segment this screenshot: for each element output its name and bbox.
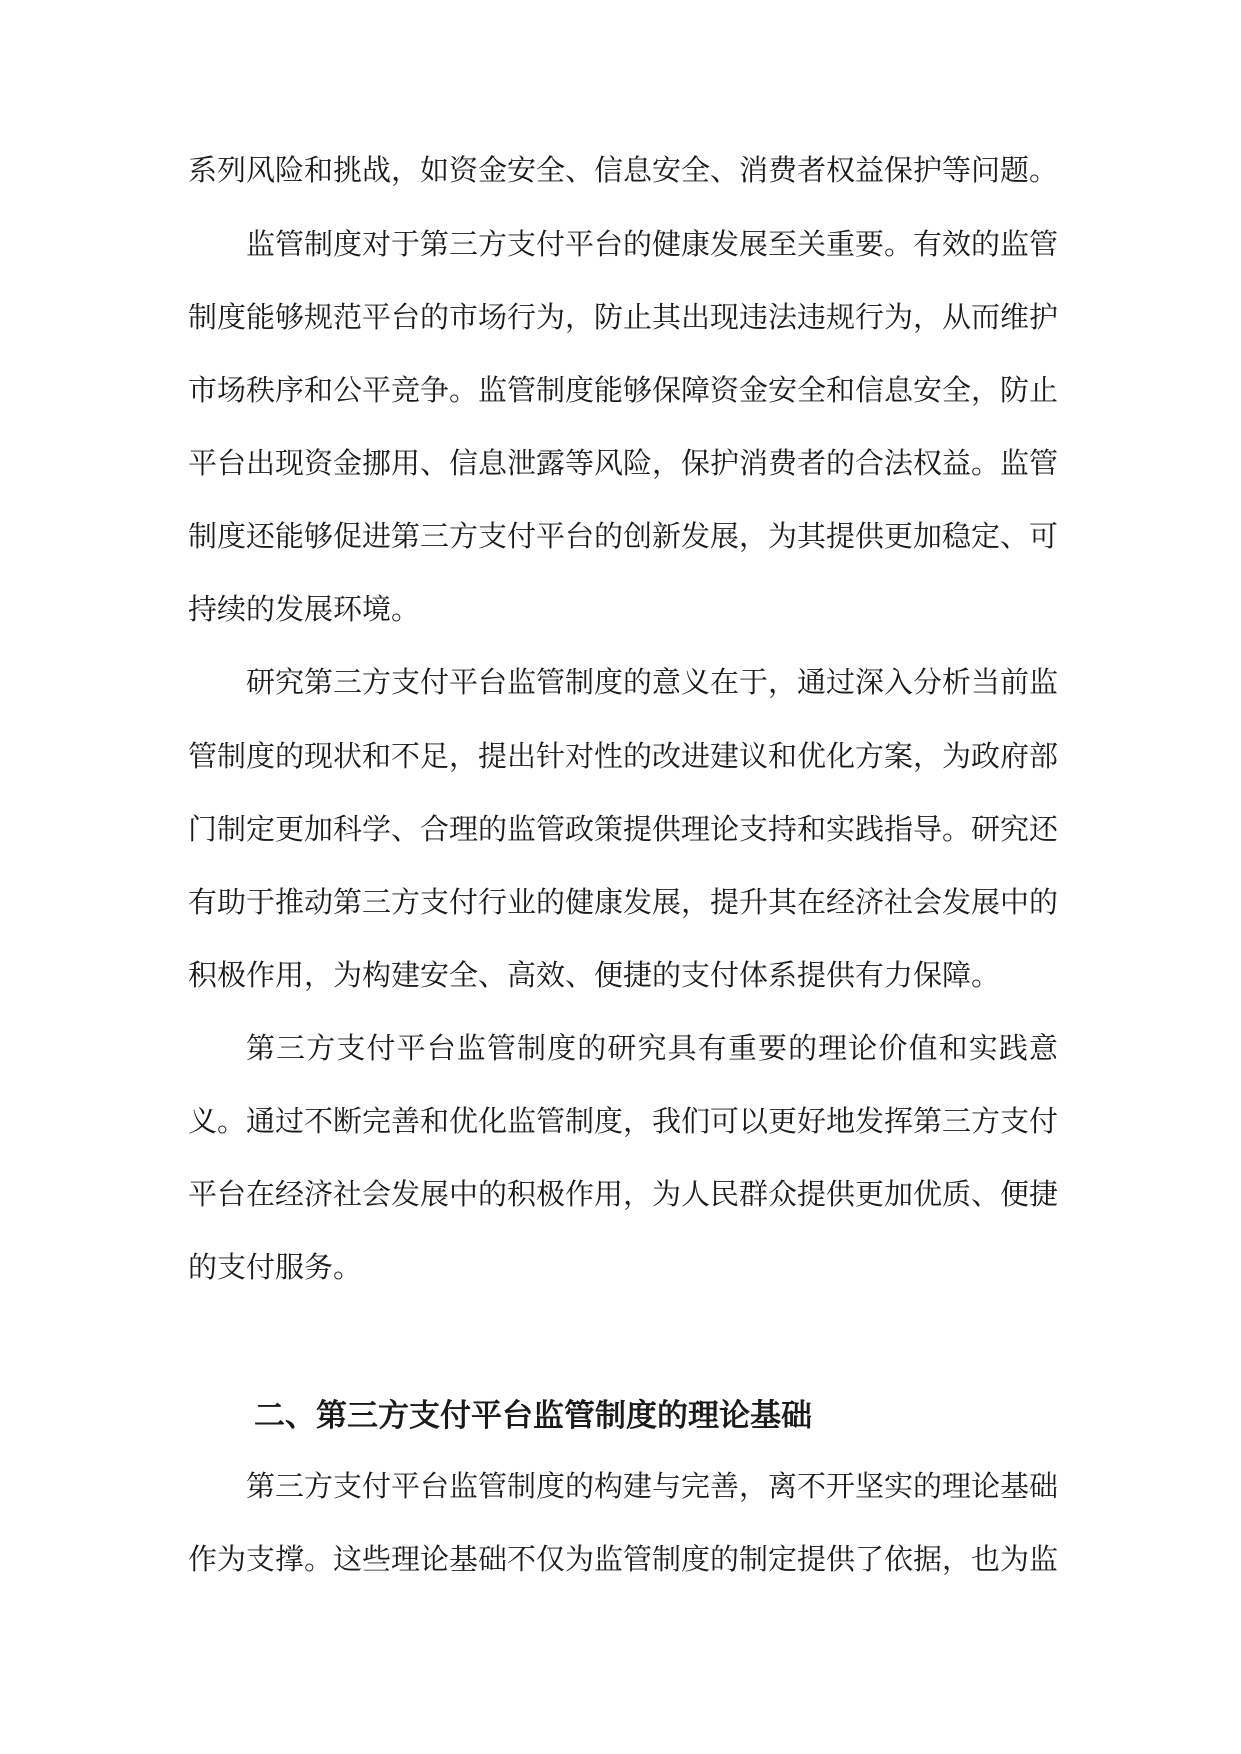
paragraph-first-line: 监管制度对于第三方支付平台的健康发展至关重要。有效的监管 xyxy=(246,227,1059,261)
text-line: 有助于推动第三方支付行业的健康发展，提升其在经济社会发展中的 xyxy=(188,885,1059,919)
paragraph-first-line: 第三方支付平台监管制度的构建与完善，离不开坚实的理论基础 xyxy=(246,1469,1059,1503)
text-line: 义。通过不断完善和优化监管制度，我们可以更好地发挥第三方支付 xyxy=(188,1104,1059,1138)
text-line: 作为支撑。这些理论基础不仅为监管制度的制定提供了依据，也为监 xyxy=(188,1542,1059,1576)
text-line: 的支付服务。 xyxy=(188,1250,363,1284)
text-line: 积极作用，为构建安全、高效、便捷的支付体系提供有力保障。 xyxy=(188,958,1001,992)
text-line: 制度还能够促进第三方支付平台的创新发展，为其提供更加稳定、可 xyxy=(188,519,1059,553)
text-line: 持续的发展环境。 xyxy=(188,592,421,626)
text-line: 平台出现资金挪用、信息泄露等风险，保护消费者的合法权益。监管 xyxy=(188,446,1059,480)
text-line: 制度能够规范平台的市场行为，防止其出现违法违规行为，从而维护 xyxy=(188,300,1059,334)
text-line: 市场秩序和公平竞争。监管制度能够保障资金安全和信息安全，防止 xyxy=(188,373,1059,407)
section-heading: 二、第三方支付平台监管制度的理论基础 xyxy=(254,1398,812,1434)
text-line: 系列风险和挑战，如资金安全、信息安全、消费者权益保护等问题。 xyxy=(188,153,1059,187)
text-line: 门制定更加科学、合理的监管政策提供理论支持和实践指导。研究还 xyxy=(188,812,1059,846)
paragraph-first-line: 研究第三方支付平台监管制度的意义在于，通过深入分析当前监 xyxy=(246,665,1059,699)
paragraph-first-line: 第三方支付平台监管制度的研究具有重要的理论价值和实践意 xyxy=(246,1031,1058,1065)
text-line: 管制度的现状和不足，提出针对性的改进建议和优化方案，为政府部 xyxy=(188,739,1059,773)
text-line: 平台在经济社会发展中的积极作用，为人民群众提供更加优质、便捷 xyxy=(188,1177,1059,1211)
